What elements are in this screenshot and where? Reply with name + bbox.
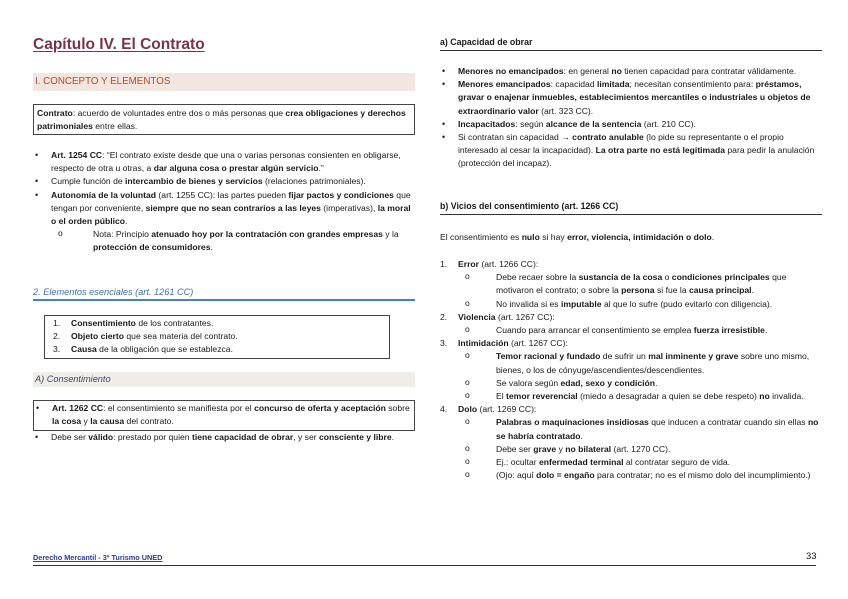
list-item: • Incapacitados: según alcance de la sentencia (art. 210 CC). (440, 118, 822, 131)
elementos-heading: 2. Elementos esenciales (art. 1261 CC) (33, 287, 194, 297)
list-item: o (Ojo: aquí dolo = engaño para contratar; no es el mismo dolo del incumplimiento.) (440, 469, 822, 482)
heading-rule (440, 50, 822, 51)
list-item: o Ej.: ocultar enfermedad terminal al contratar seguro de vida. (440, 456, 822, 469)
list-item: • Autonomía de la voluntad (art. 1255 CC): las partes pueden fijar pactos y condiciones que tengan por conveniente, siempre que no sean contrarios a las leyes (imperativas), la moral o el orden público. o Nota: Principio atenuado hoy por la contratación con grandes empresas y la protección de consumidores. (33, 189, 418, 255)
list-item: o Palabras o maquinaciones insidiosas que inducen a contratar cuando sin ellas no se habría contratado. (440, 416, 822, 442)
list-item: 1. Error (art. 1266 CC): (440, 259, 539, 269)
chapter-title: Capítulo IV. El Contrato (33, 36, 205, 53)
definition-box: Contrato: acuerdo de voluntades entre dos o más personas que crea obligaciones y derechos patrimoniales entre ellas. (33, 104, 415, 135)
valido-bullet (33, 431, 418, 444)
list-item: o Nota: Principio atenuado hoy por la contratación con grandes empresas y la protección de consumidores. (33, 228, 418, 254)
list-item: • Art. 1254 CC: “El contrato existe desde que una o varias personas consienten en obligarse, respecto de otra u otras, a dar alguna cosa o prestar algún servicio.” (33, 149, 418, 175)
vicios-heading: b) Vicios del consentimiento (art. 1266 CC) (440, 201, 619, 211)
art1262-box (33, 400, 415, 431)
elementos-box (44, 315, 390, 359)
concept-bullets (33, 149, 418, 255)
list-item: o Debe ser grave y no bilateral (art. 1270 CC). (440, 443, 822, 456)
list-item: o Se valora según edad, sexo y condición. (440, 377, 822, 390)
section-heading: I. CONCEPTO Y ELEMENTOS (33, 73, 415, 91)
list-item: 1. Consentimiento de los contratantes. (53, 318, 214, 328)
vicios-intro: El consentimiento es nulo si hay error, violencia, intimidación o dolo. (440, 232, 715, 242)
page-number: 33 (806, 551, 817, 562)
list-item: 4. Dolo (art. 1269 CC): (440, 404, 537, 415)
list-item: • Cumple función de intercambio de bienes y servicios (relaciones patrimoniales). (33, 175, 418, 188)
definition-term: Contrato (37, 108, 73, 118)
footer-rule (33, 565, 816, 566)
list-item: • Menores emancipados: capacidad limitada; necesitan consentimiento para: préstamos, gravar o enajenar inmuebles, establecimientos mercantiles o industriales u objetos de extraordinario valor (art. 323 CC). (440, 78, 822, 118)
list-item: o Debe recaer sobre la sustancia de la cosa o condiciones principales que motivaron el contrato; o sobre la persona si fue la causa principal. (440, 271, 822, 297)
list-item: o El temor reverencial (miedo a desagradar a quien se debe respeto) no invalida. (440, 390, 822, 403)
list-item: • Menores no emancipados: en general no tienen capacidad para contratar válidamente. (440, 65, 822, 78)
capacidad-bullets (440, 65, 822, 171)
consentimiento-heading: A) Consentimiento (33, 372, 415, 387)
list-item: o No invalida si es imputable al que lo sufre (pudo evitarlo con diligencia). (440, 298, 822, 311)
list-item: 2. Violencia (art. 1267 CC): (440, 311, 555, 322)
list-item: 3. Intimidación (art. 1267 CC): (440, 338, 568, 349)
list-item: • Art. 1262 CC: el consentimiento se manifiesta por el concurso de oferta y aceptación sobre la cosa y la causa del contrato. (34, 402, 414, 428)
list-item: • Debe ser válido: prestado por quien tiene capacidad de obrar, y ser consciente y libre. (33, 431, 418, 444)
heading-underline (33, 299, 415, 301)
vicios-list (440, 258, 822, 482)
capacidad-heading: a) Capacidad de obrar (440, 37, 533, 47)
list-item: o Temor racional y fundado de sufrir un mal inminente y grave sobre uno mismo, bienes, o los de cónyuge/ascendientes/descendientes. (440, 350, 822, 376)
heading-rule (440, 214, 822, 215)
list-item: • Si contratan sin capacidad → contrato anulable (lo pide su representante o el propio interesado al cesar la incapacidad). La otra parte no está legitimada para pedir la anulación (protección del incapaz). (440, 131, 822, 171)
footer-link[interactable]: Derecho Mercantil - 3º Turismo UNED (33, 553, 163, 562)
list-item: o Cuando para arrancar el consentimiento se emplea fuerza irresistible. (440, 324, 822, 337)
list-item: 2. Objeto cierto que sea materia del contrato. (53, 331, 238, 342)
list-item: 3. Causa de la obligación que se establezca. (53, 344, 233, 355)
